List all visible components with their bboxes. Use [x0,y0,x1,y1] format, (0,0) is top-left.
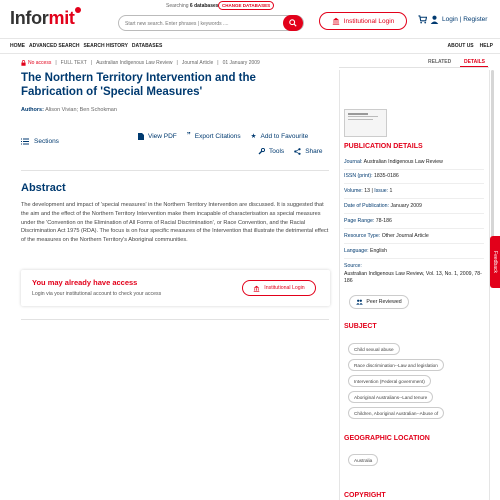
top-navigation [0,38,500,54]
quote-icon: ” [186,131,191,140]
article-title: The Northern Territory Intervention and the Fabrication of 'Special Measures' [21,72,256,98]
change-databases-button[interactable]: CHANGE DATABASES [218,1,274,10]
publication-date-detail: Date of Publication: January 2009 [344,203,422,209]
pdf-icon [138,133,144,140]
copyright-heading: COPYRIGHT [344,492,386,499]
search-button[interactable] [283,15,303,31]
star-icon: ★ [250,133,257,140]
tab-related[interactable]: RELATED [428,59,452,65]
abstract-text: The development and impact of 'special measures' in the Northern Territory Intervention are discussed. It is suggested that the aim and the effect of the Northern Territory Intervention make them incapable of characterisation as special measures under the 'Convention on the Elimination of All Forms of Racial Discrimination', or Race Convention, and the Racial Discrimination Act 1975 (RDA). The focus is on four specific measures of the Intervention that illustrate the detrimental effect of the measures on the Northern Territory's Aboriginal communities. [21,202,329,244]
institution-icon [332,17,340,25]
author-links[interactable]: Alison Vivian; Ben Schokman [45,107,117,113]
source-detail: Source: Australian Indigenous Law Review, Vol. 13, No. 1, 2009, 78-186 [344,263,482,284]
abstract-heading: Abstract [21,182,66,194]
share-button[interactable]: Share [294,148,322,155]
wrench-icon [258,148,265,155]
list-icon [21,138,29,145]
login-register-link[interactable]: Login | Register [442,16,488,23]
searching-databases-label: Searching 6 databases [166,3,219,9]
peer-reviewed-badge[interactable]: Peer Reviewed [349,295,409,309]
subject-heading: SUBJECT [344,323,377,330]
journal-link[interactable]: Australian Indigenous Law Review [96,60,173,66]
search-input[interactable] [125,18,275,29]
add-favourite-button[interactable]: ★ Add to Favourite [250,132,309,140]
subject-chip[interactable]: Children, Aboriginal Australian--Abuse of [348,407,444,419]
user-icon[interactable] [430,15,439,24]
nav-advanced-search[interactable]: ADVANCED SEARCH [29,43,80,49]
subject-chip[interactable]: Child sexual abuse [348,343,400,355]
subject-chip[interactable]: Race discrimination--Law and legislation [348,359,444,371]
nav-home[interactable]: HOME [10,43,25,49]
issn-detail: ISSN (print): 1835-0186 [344,173,399,179]
institutional-login-button[interactable]: Institutional Login [319,12,407,30]
share-icon [294,148,301,155]
page-range-detail: Page Range: 78-186 [344,218,392,224]
tab-details[interactable]: DETAILS [464,59,486,65]
access-box [21,270,330,306]
authors: Authors: Alison Vivian; Ben Schokman [21,107,117,113]
full-text-label: FULL TEXT [60,60,87,66]
nav-search-history[interactable]: SEARCH HISTORY [83,43,128,49]
institutional-login-button-secondary[interactable]: Institutional Login [242,280,316,296]
export-citations-button[interactable]: ” Export Citations [186,131,241,140]
volume-issue-detail: Volume: 13 | Issue: 1 [344,188,393,194]
sections-toggle[interactable]: Sections [21,138,59,145]
journal-cover-image [344,109,387,137]
cart-icon[interactable] [418,15,427,24]
location-chip[interactable]: Australia [348,454,378,466]
search-bar [118,15,304,31]
subject-chip[interactable]: Aboriginal Australians--Land tenure [348,391,433,403]
feedback-tab[interactable]: Feedback [490,236,500,288]
nav-about-us[interactable]: ABOUT US [447,43,474,49]
nav-help[interactable]: HELP [479,43,493,49]
article-actions-row1 [138,132,308,140]
access-subtext: Login via your institutional account to check your access [32,291,162,297]
divider [21,170,329,171]
peer-reviewed-icon [356,299,363,305]
search-icon [289,19,297,27]
article-meta: No access | FULL TEXT | Australian Indigenous Law Review | Journal Article | 01 January 2009 [21,60,260,66]
article-date: 01 January 2009 [222,60,260,66]
geographic-location-heading: GEOGRAPHIC LOCATION [344,435,430,442]
institution-icon [253,285,260,292]
journal-detail: Journal: Australian Indigenous Law Review [344,159,443,165]
article-type: Journal Article [181,60,214,66]
informit-logo[interactable]: Informit [10,8,75,29]
logo-dot [75,7,81,13]
view-pdf-button[interactable]: View PDF [138,132,177,140]
publication-details-heading: PUBLICATION DETAILS [344,143,423,150]
language-detail: Language: English [344,248,387,254]
tab-divider [339,67,489,68]
resource-type-detail: Resource Type: Other Journal Article [344,233,429,239]
nav-databases[interactable]: DATABASES [131,43,163,49]
lock-icon [21,60,26,66]
no-access-badge: No access [21,60,51,66]
subject-chip[interactable]: Intervention (Federal government) [348,375,431,387]
article-actions-row2 [258,148,323,155]
tools-button[interactable]: Tools [258,148,284,155]
access-heading: You may already have access [32,278,138,287]
divider [21,319,329,320]
